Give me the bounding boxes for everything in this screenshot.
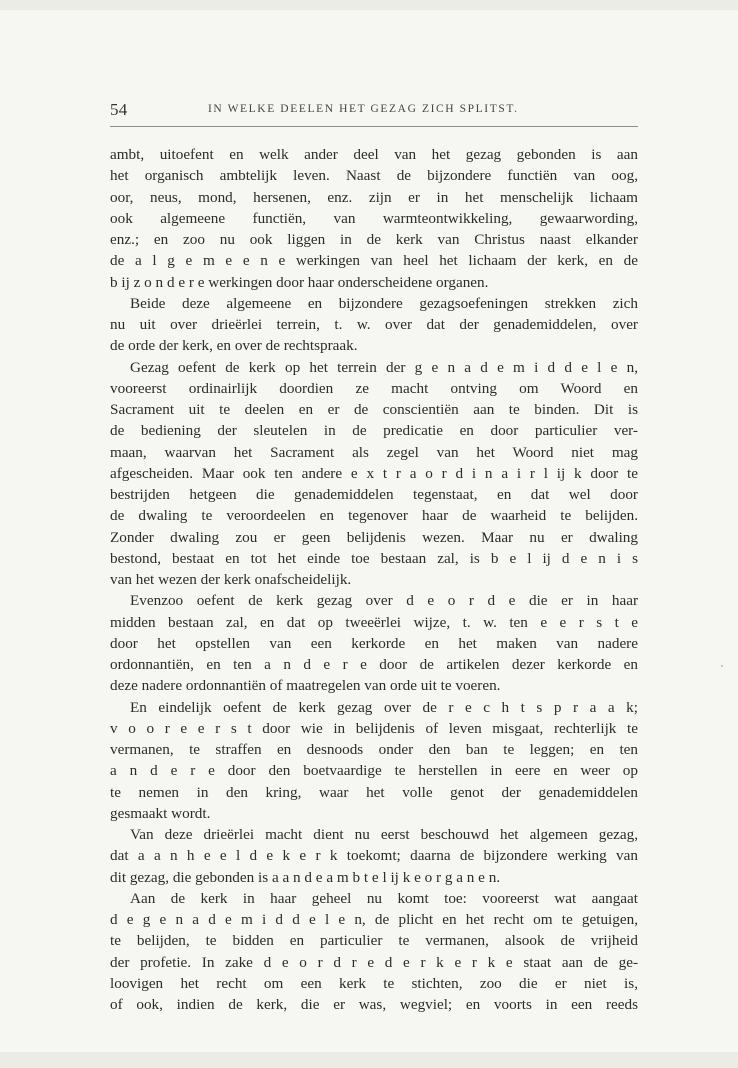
text-line: der profetie. In zake d e o r d r e d e r k e r k e staat aan de ge-: [110, 953, 638, 971]
body-text: [110, 144, 638, 1015]
text-line: bestond, bestaat en tot het einde toe bestaan zal, is b e l ij d e n i s: [110, 549, 638, 567]
text-line: Beide deze algemeene en bijzondere gezagsoefeningen strekken zich: [130, 294, 638, 312]
text-line: vooreerst ordinairlijk doordien ze macht ontving om Woord en: [110, 379, 638, 397]
text-line: nu uit over drieërlei terrein, t. w. over dat der genademiddelen, over: [110, 316, 638, 333]
text-line: oor, neus, mond, hersenen, enz. zijn er in het menschelijk lichaam: [110, 188, 638, 206]
scan-speck: [721, 665, 723, 667]
text-line: b ij z o n d e r e werkingen door haar onderscheidene organen.: [110, 273, 489, 291]
text-line: Sacrament uit te deelen en er de conscientiën aan te binden. Dit is: [110, 401, 638, 418]
text-line: a n d e r e door den boetvaardige te herstellen in eere en weer op: [110, 762, 638, 780]
text-line: ook algemeene functiën, van warmteontwikkeling, gewaarwording,: [110, 209, 638, 227]
text-line: gesmaakt wordt.: [110, 804, 211, 822]
text-line: Van deze drieërlei macht dient nu eerst beschouwd het algemeen gezag,: [130, 826, 638, 843]
text-line: de a l g e m e e n e werkingen van heel het lichaam der kerk, en de: [110, 252, 638, 270]
text-line: het organisch ambtelijk leven. Naast de bijzondere functiën van oog,: [110, 167, 638, 185]
text-line: v o o r e e r s t door wie in belijdenis of leven misgaat, rechterlijk te: [110, 719, 638, 737]
text-line: Aan de kerk in haar geheel nu komt toe: vooreerst wat aangaat: [130, 889, 638, 907]
text-line: van het wezen der kerk onafscheidelijk.: [110, 571, 352, 588]
text-line: d e g e n a d e m i d d e l e n, de plicht en het recht om te getuigen,: [110, 911, 638, 928]
text-line: Gezag oefent de kerk op het terrein der g e n a d e m i d d e l e n,: [130, 358, 638, 376]
text-line: ordonnantiën, en ten a n d e r e door de artikelen dezer kerkorde en: [110, 656, 638, 673]
text-line: de orde der kerk, en over de rechtspraak.: [110, 337, 358, 355]
text-line: Zonder dwaling zou er geen belijdenis wezen. Maar nu er dwaling: [110, 528, 638, 546]
text-line: ambt, uitoefent en welk ander deel van het gezag gebonden is aan: [110, 146, 638, 163]
text-line: maan, waarvan het Sacrament als zegel van het Woord niet mag: [110, 443, 638, 461]
text-line: vermanen, te straffen en desnoods onder den ban te leggen; en ten: [110, 741, 638, 758]
text-line: de dwaling te veroordeelen en tegenover haar de waarheid te belijden.: [110, 507, 638, 525]
scan-top-edge: [0, 0, 738, 10]
text-line: te nemen in den kring, waar het volle genot der genademiddelen: [110, 783, 638, 801]
text-line: dit gezag, die gebonden is a a n d e a m b t e l ij k e o r g a n e n.: [110, 868, 501, 886]
text-line: deze nadere ordonnantiën of maatregelen van orde uit te voeren.: [110, 677, 501, 695]
text-line: bestrijden hetgeen die genademiddelen tegenstaat, en dat wel door: [110, 486, 638, 503]
text-line: te belijden, te bidden en particulier te vermanen, alsook de vrijheid: [110, 932, 638, 950]
page-header: [110, 100, 638, 122]
text-line: loovigen het recht om een kerk te stichten, zoo die er niet is,: [110, 974, 638, 992]
text-line: Evenzoo oefent de kerk gezag over d e o r d e die er in haar: [130, 592, 638, 610]
scan-bottom-edge: [0, 1052, 738, 1068]
header-rule: [110, 126, 638, 127]
text-line: of ook, indien de kerk, die er was, wegviel; en voorts in een reeds: [110, 996, 638, 1013]
text-line: enz.; en zoo nu ook liggen in de kerk van Christus naast elkander: [110, 231, 638, 248]
text-line: dat a a n h e e l d e k e r k toekomt; daarna de bijzondere werking van: [110, 847, 638, 865]
text-line: midden bestaan zal, en dat op tweeërlei wijze, t. w. ten e e r s t e: [110, 613, 638, 631]
text-line: de bediening der sleutelen in de predicatie en door particulier ver-: [110, 422, 638, 440]
page-number: 54: [110, 100, 128, 119]
text-line: En eindelijk oefent de kerk gezag over de r e c h t s p r a a k;: [130, 698, 638, 716]
running-head: IN WELKE DEELEN HET GEZAG ZICH SPLITST.: [208, 103, 519, 115]
text-line: afgescheiden. Maar ook ten andere e x t r a o r d i n a i r l ij k door te: [110, 464, 638, 482]
text-line: door het opstellen van een kerkorde en het maken van nadere: [110, 634, 638, 652]
